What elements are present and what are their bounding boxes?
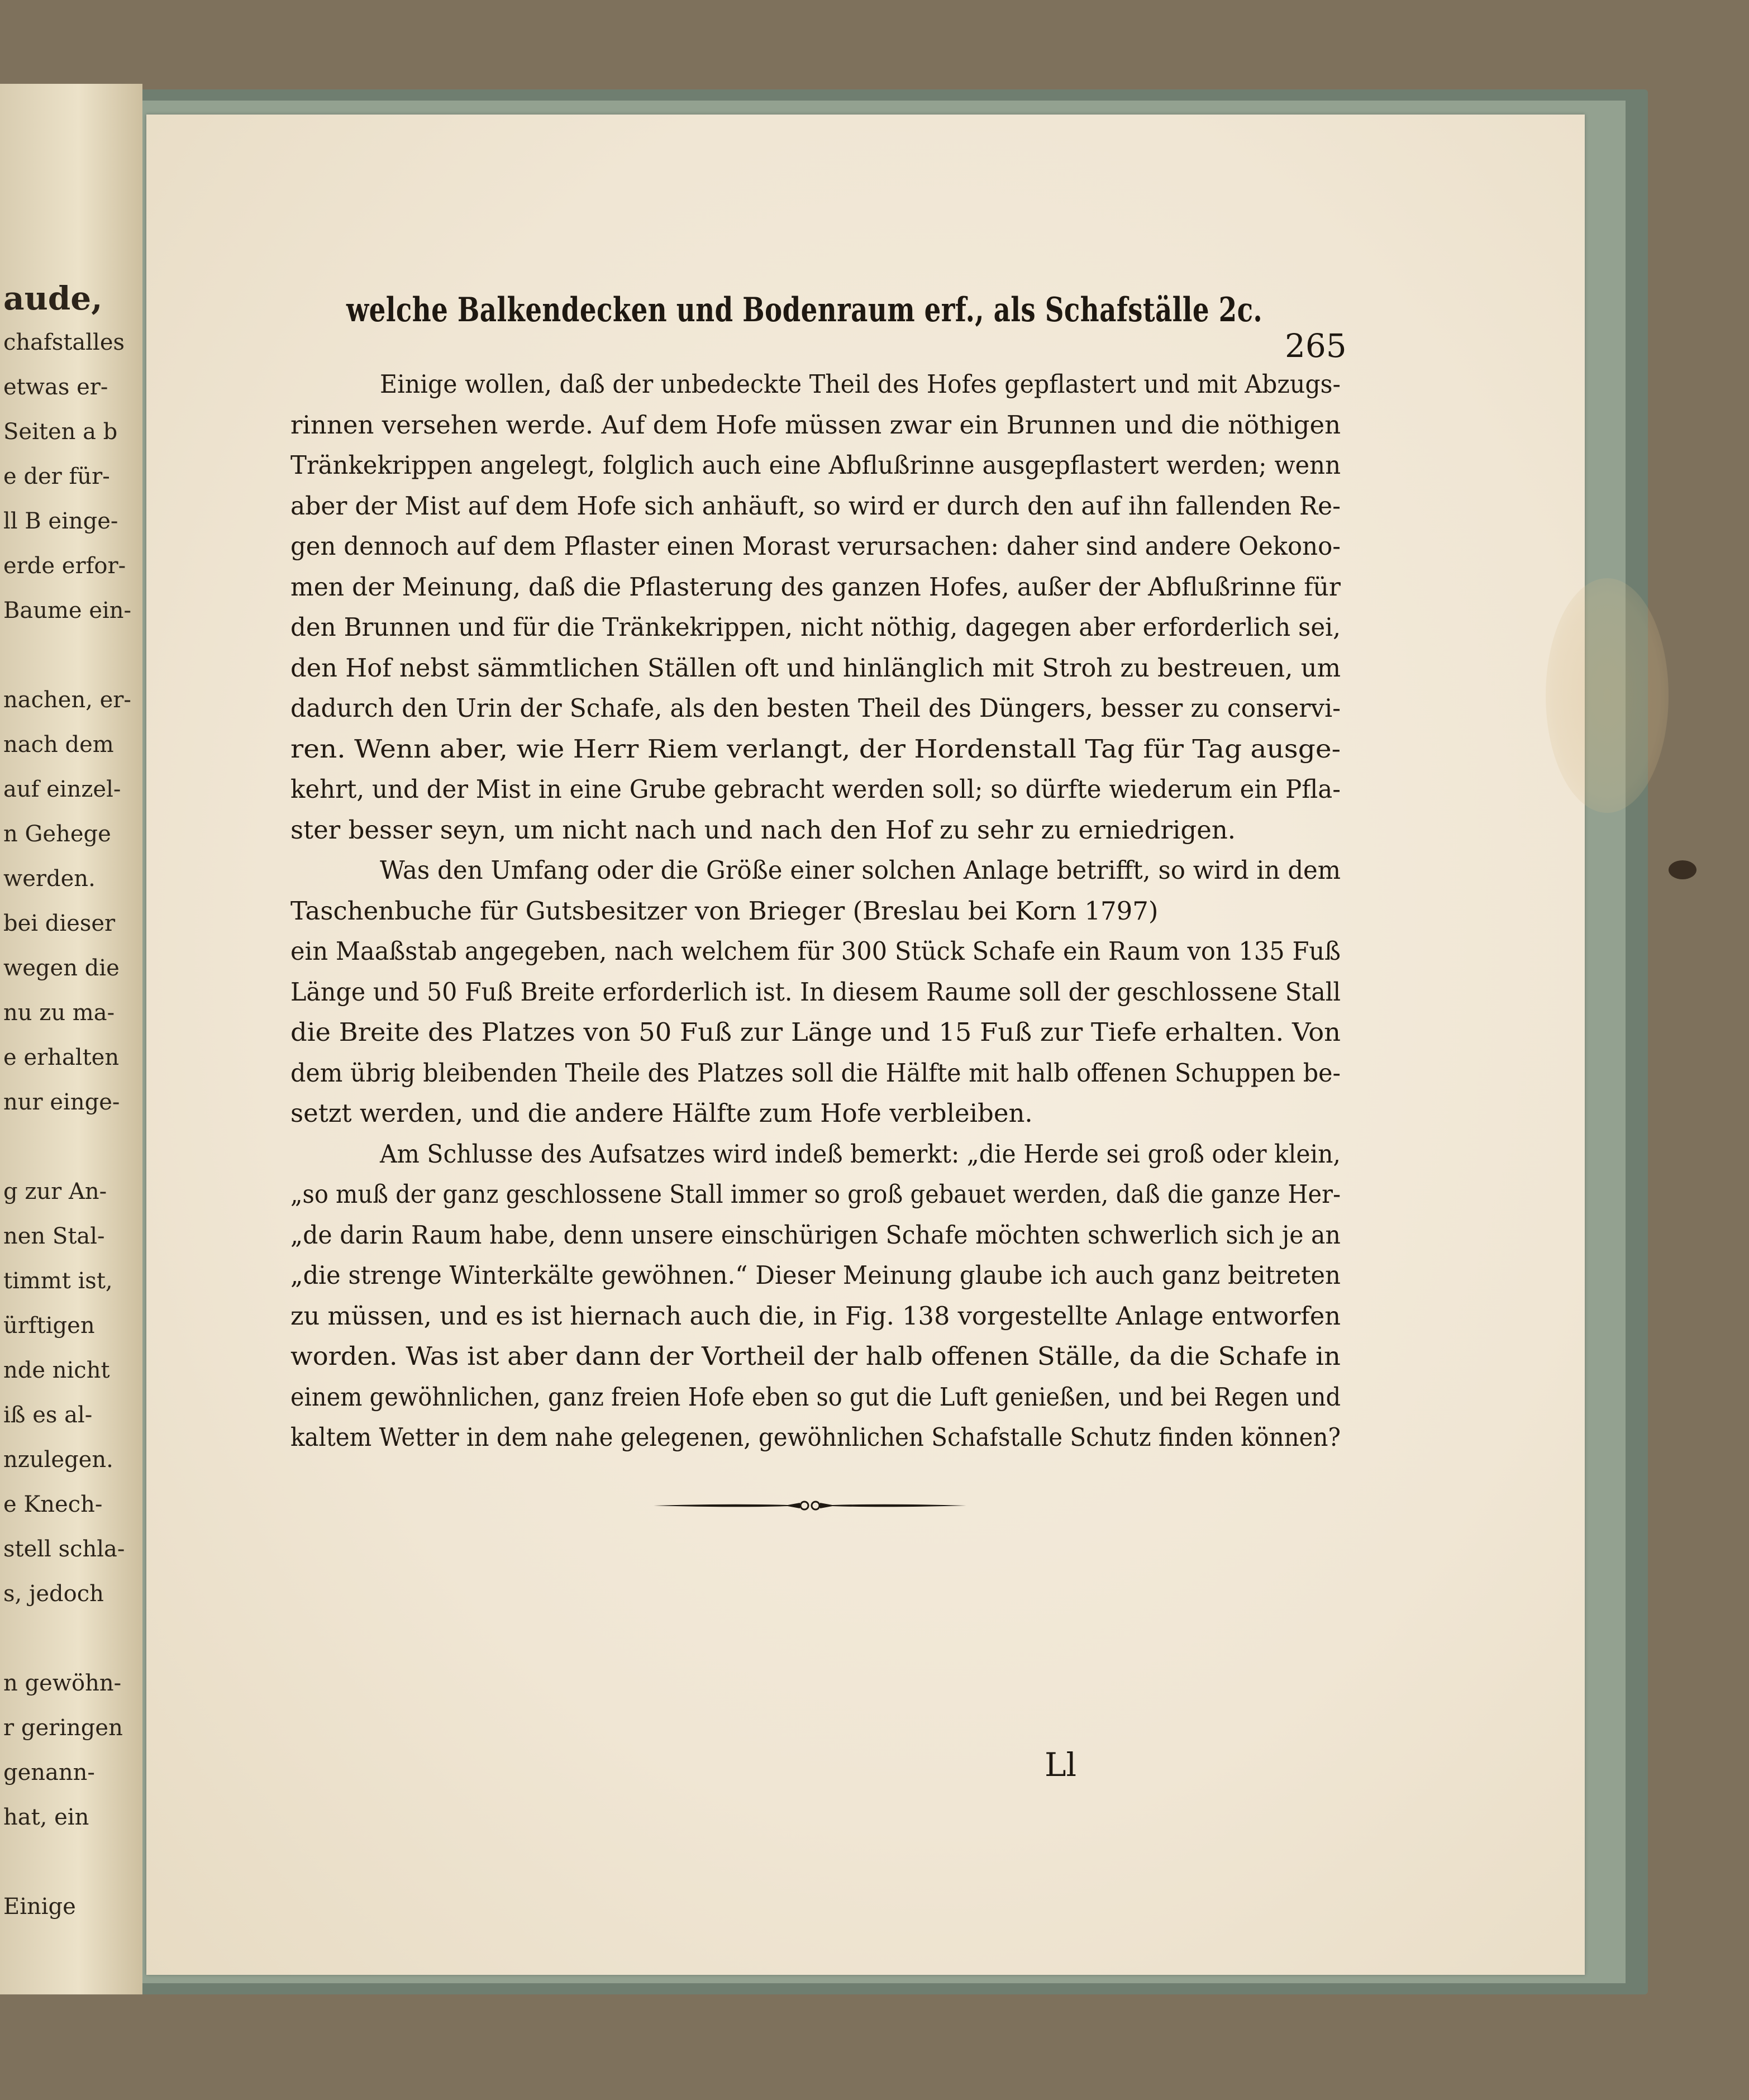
text-line: men der Meinung, daß die Pflasterung des ganzen Hofes, außer der Abflußrinne für <box>290 572 1341 602</box>
left-page-line: Baume ein- <box>3 598 132 623</box>
text-line: ein Maaßstab angegeben, nach welchem für 300 Stück Schafe ein Raum von 135 Fuß <box>290 936 1341 966</box>
text-line: dem übrig bleibenden Theile des Platzes soll die Hälfte mit halb offenen Schuppen be- <box>290 1058 1341 1088</box>
text-line: ren. Wenn aber, wie Herr Riem verlangt, der Hordenstall Tag für Tag ausge- <box>290 734 1341 764</box>
text-line: kaltem Wetter in dem nahe gelegenen, gewöhnlichen Schafstalle Schutz finden können? <box>290 1422 1341 1452</box>
left-page-line: etwas er- <box>3 374 108 400</box>
left-page-line: stell schla- <box>3 1536 125 1562</box>
text-line: den Brunnen und für die Tränkekrippen, nicht nöthig, dagegen aber erforderlich sei, <box>290 612 1341 642</box>
left-page-line: iß es al- <box>3 1402 93 1428</box>
left-page-line: g zur An- <box>3 1179 107 1204</box>
left-page-line: bei dieser <box>3 911 116 936</box>
left-page-line: Einige <box>3 1894 76 1920</box>
left-page-line: werden. <box>3 866 96 892</box>
text-line: Tränkekrippen angelegt, folglich auch eine Abflußrinne ausgepflastert werden; wenn <box>290 450 1341 480</box>
text-line: zu müssen, und es ist hiernach auch die, in Fig. 138 vorgestellte Anlage entworfen <box>290 1301 1341 1331</box>
text-line: „de darin Raum habe, denn unsere einschürigen Schafe möchten schwerlich sich je an <box>290 1220 1341 1250</box>
left-page-line: wegen die <box>3 955 120 981</box>
text-line: den Hof nebst sämmtlichen Ställen oft und hinlänglich mit Stroh zu bestreuen, um <box>290 653 1341 683</box>
text-line: „so muß der ganz geschlossene Stall immer so groß gebauet werden, daß die ganze Her- <box>290 1179 1341 1209</box>
left-page-line: ürftigen <box>3 1313 95 1339</box>
left-page-line: Seiten a b <box>3 419 118 445</box>
left-facing-page <box>0 84 142 1994</box>
left-page-line: nach dem <box>3 732 114 758</box>
left-page-line: e erhalten <box>3 1045 120 1070</box>
left-page-line: e Knech- <box>3 1492 103 1517</box>
left-page-line: aude, <box>3 279 103 317</box>
left-page-line: nde nicht <box>3 1358 110 1383</box>
running-head: welche Balkendecken und Bodenraum erf., als Schafställe 2c. <box>346 291 1263 330</box>
text-line: die Breite des Platzes von 50 Fuß zur Länge und 15 Fuß zur Tiefe erhalten. Von <box>290 1017 1341 1047</box>
text-line: einem gewöhnlichen, ganz freien Hofe eben so gut die Luft genießen, und bei Regen und <box>290 1382 1341 1412</box>
text-line: Länge und 50 Fuß Breite erforderlich ist. In diesem Raume soll der geschlossene Stall <box>290 977 1341 1007</box>
left-page-line: e der für- <box>3 464 110 489</box>
left-page-line: nu zu ma- <box>3 1000 115 1026</box>
left-page-line: s, jedoch <box>3 1581 104 1607</box>
text-line: ster besser seyn, um nicht nach und nach den Hof zu sehr zu erniedrigen. <box>290 815 1236 845</box>
left-page-line <box>3 642 140 668</box>
text-line: rinnen versehen werde. Auf dem Hofe müssen zwar ein Brunnen und die nöthigen <box>290 409 1341 440</box>
left-page-line: n gewöhn- <box>3 1670 122 1696</box>
text-line: „die strenge Winterkälte gewöhnen.“ Dieser Meinung glaube ich auch ganz beitreten <box>290 1260 1341 1290</box>
text-line: Taschenbuche für Gutsbesitzer von Brieger (Breslau bei Korn 1797) <box>290 896 1159 926</box>
left-page-line: ll B einge- <box>3 508 118 534</box>
ink-blot <box>1669 860 1696 879</box>
text-line: kehrt, und der Mist in eine Grube gebracht werden soll; so dürfte wiederum ein Pfla- <box>290 774 1341 804</box>
left-page-line: nzulegen. <box>3 1447 113 1473</box>
text-line: worden. Was ist aber dann der Vortheil der halb offenen Ställe, da die Schafe in <box>290 1341 1341 1371</box>
text-line: Einige wollen, daß der unbedeckte Theil des Hofes gepflastert und mit Abzugs- <box>380 369 1341 399</box>
left-page-line <box>3 1849 140 1875</box>
left-page-line: nur einge- <box>3 1089 120 1115</box>
text-line: dadurch den Urin der Schafe, als den besten Theil des Düngers, besser zu conservi- <box>290 693 1341 723</box>
left-page-line <box>3 1134 140 1160</box>
left-page-line: nen Stal- <box>3 1223 105 1249</box>
left-page-line: genann- <box>3 1760 95 1785</box>
body-text <box>290 364 1341 1458</box>
text-line: gen dennoch auf dem Pflaster einen Morast verursachen: daher sind andere Oekono- <box>290 531 1341 561</box>
left-page-line <box>3 1626 140 1651</box>
text-line: setzt werden, und die andere Hälfte zum Hofe verbleiben. <box>290 1098 1033 1128</box>
left-page-line: nachen, er- <box>3 687 131 713</box>
ornamental-rule <box>654 1497 966 1514</box>
paper-stain <box>1546 578 1669 813</box>
left-page-line: chafstalles <box>3 330 125 355</box>
left-page-line: hat, ein <box>3 1804 89 1830</box>
signature-mark: Ll <box>1045 1746 1077 1784</box>
text-line: Was den Umfang oder die Größe einer solchen Anlage betrifft, so wird in dem <box>380 855 1341 885</box>
left-page-line: n Gehege <box>3 821 111 847</box>
page-number: 265 <box>1285 327 1347 365</box>
left-page-line: timmt ist, <box>3 1268 113 1294</box>
left-page-line: erde erfor- <box>3 553 126 579</box>
text-line: Am Schlusse des Aufsatzes wird indeß bemerkt: „die Herde sei groß oder klein, <box>380 1139 1341 1169</box>
left-page-line: r geringen <box>3 1715 123 1741</box>
text-line: aber der Mist auf dem Hofe sich anhäuft, so wird er durch den auf ihn fallenden Re- <box>290 491 1341 521</box>
left-page-line: auf einzel- <box>3 777 121 802</box>
